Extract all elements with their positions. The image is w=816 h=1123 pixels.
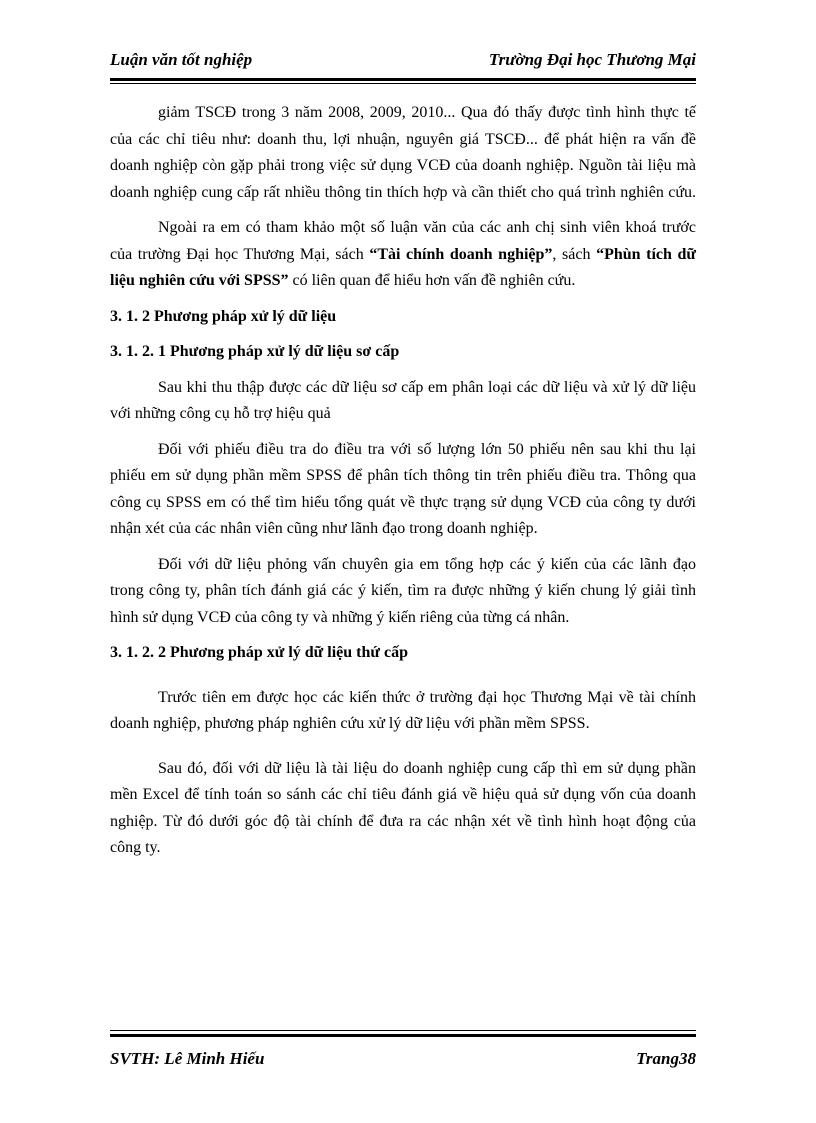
paragraph-2-text-c: , sách	[552, 245, 597, 263]
paragraph-6: Trước tiên em được học các kiến thức ở trường đại học Thương Mại về tài chính doanh nghiệp, phương pháp nghiên cứu xử lý dữ liệu với phần mềm SPSS.	[110, 688, 696, 732]
header-thesis-title: Luận văn tốt nghiệp	[110, 50, 253, 69]
header-rule-thin	[110, 83, 696, 84]
page-body	[110, 100, 696, 862]
footer-page-number: Trang38	[636, 1049, 696, 1068]
page-header	[110, 50, 696, 76]
section-heading-3-1-2: 3. 1. 2 Phương pháp xử lý dữ liệu	[110, 307, 337, 325]
header-university: Trường Đại học Thương Mại	[488, 50, 696, 69]
header-rule-thick	[110, 78, 696, 81]
book-title-2: “Phùn tích dữ liệu nghiên cứu với SPSS”	[110, 245, 697, 289]
paragraph-2-text-a: Ngoài ra em có tham khảo một số luận văn của các anh chị sinh viên khoá trước của trường Đại học Thương Mại, sách	[110, 219, 696, 263]
footer-rule-thick	[110, 1034, 696, 1037]
paragraph-4: Đối với phiếu điều tra do điều tra với số lượng lớn 50 phiếu nên sau khi thu lại phiếu em sử dụng phần mềm SPSS để phân tích thông tin trên phiếu điều tra. Thông qua công cụ SPSS em có thể tìm hiểu tổng quát về thực trạng sử dụng VCĐ của công ty dưới nhận xét của các nhân viên cũng như lãnh đạo trong doanh nghiệp.	[110, 440, 696, 537]
paragraph-7: Sau đó, đối với dữ liệu là tài liệu do doanh nghiệp cung cấp thì em sử dụng phần mền Excel để tính toán so sánh các chỉ tiêu đánh giá về hiệu quả sử dụng vốn của doanh nghiệp. Từ đó dưới góc độ tài chính để đưa ra các nhận xét về tình hình hoạt động của công ty.	[110, 759, 696, 856]
section-heading-3-1-2-2: 3. 1. 2. 2 Phương pháp xử lý dữ liệu thứ cấp	[110, 644, 408, 661]
paragraph-1: giảm TSCĐ trong 3 năm 2008, 2009, 2010... Qua đó thấy được tình hình thực tế của các chỉ tiêu như: doanh thu, lợi nhuận, nguyên giá TSCĐ... để phát hiện ra vấn đề doanh nghiệp còn gặp phải trong việc sử dụng VCĐ của doanh nghiệp. Nguồn tài liệu mà doanh nghiệp cung cấp rất nhiều thông tin thích hợp và cần thiết cho quá trình nghiên cứu.	[110, 104, 696, 201]
paragraph-2-text-d: có liên quan để hiểu hơn vấn đề nghiên cứu.	[288, 272, 576, 289]
paragraph-5: Đối với dữ liệu phỏng vấn chuyên gia em tổng hợp các ý kiến của các lãnh đạo trong công ty, phân tích đánh giá các ý kiến, tìm ra được những ý kiến chung lý giải tình hình sử dụng VCĐ của công ty và những ý kiến riêng của từng cá nhân.	[110, 555, 696, 626]
paragraph-3: Sau khi thu thập được các dữ liệu sơ cấp em phân loại các dữ liệu và xử lý dữ liệu với những công cụ hỗ trợ hiệu quả	[110, 378, 696, 422]
page-footer	[110, 1049, 696, 1075]
paragraph-2	[110, 215, 696, 295]
book-title-1: “Tài chính doanh nghiệp”	[369, 245, 553, 263]
section-heading-3-1-2-1: 3. 1. 2. 1 Phương pháp xử lý dữ liệu sơ cấp	[110, 343, 400, 360]
footer-student-name: SVTH: Lê Minh Hiếu	[110, 1049, 265, 1068]
footer-rule-thin	[110, 1030, 696, 1031]
